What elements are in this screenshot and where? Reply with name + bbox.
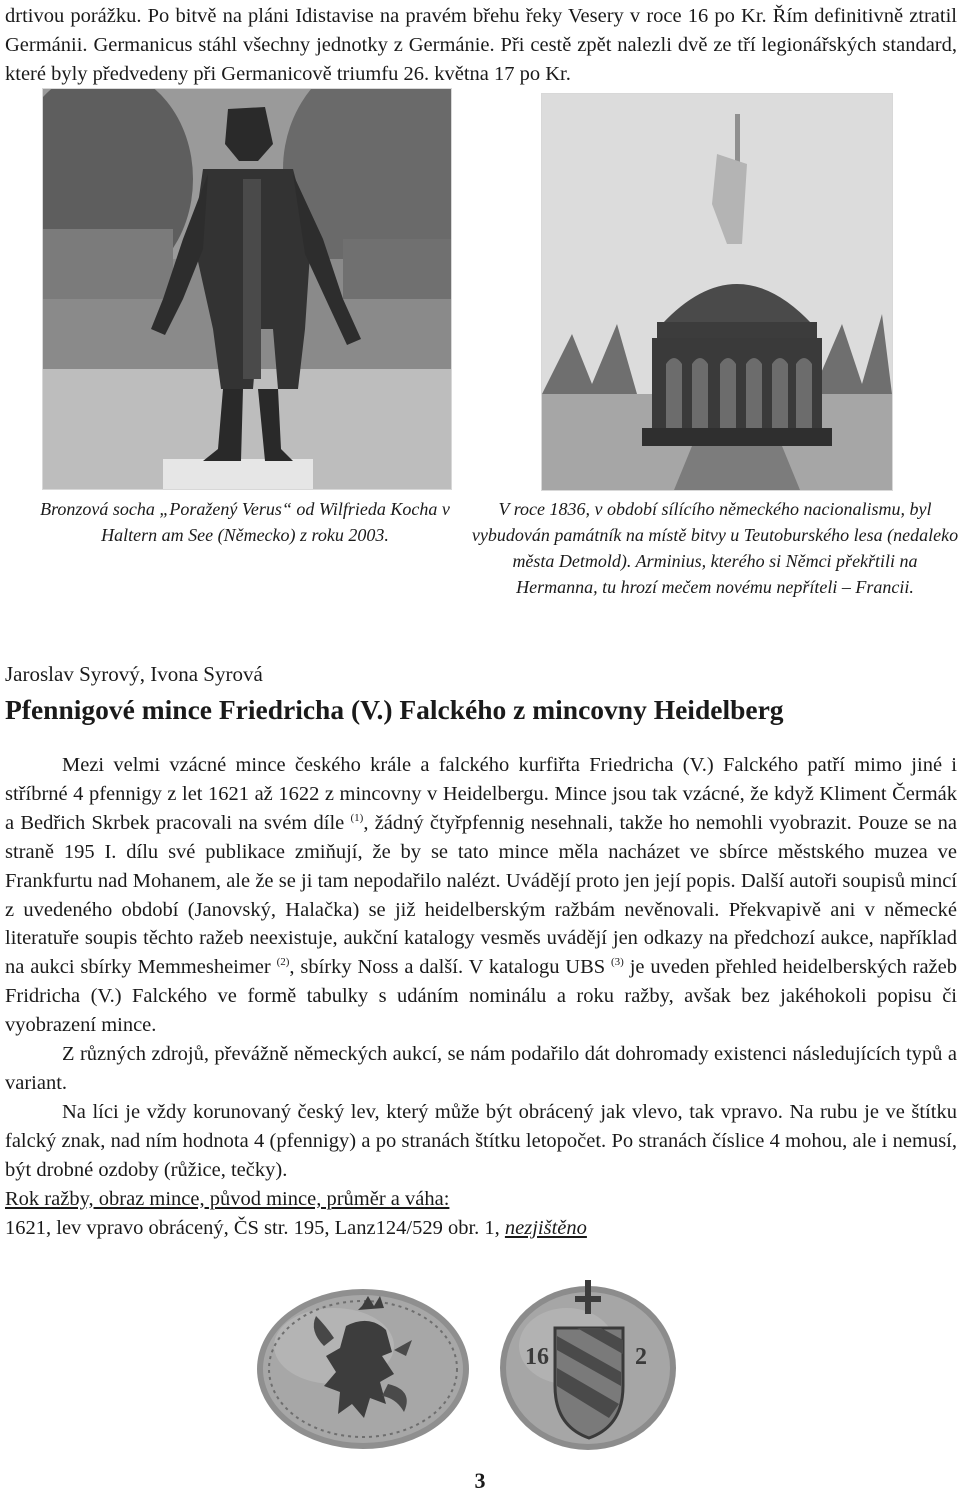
- statue-caption: Bronzová socha „Poražený Verus“ od Wilfrieda Kocha v Haltern am See (Německo) z roku 2003.: [40, 499, 450, 545]
- footnote-ref-2: (2): [276, 956, 290, 969]
- body-paragraph-3: Na líci je vždy korunovaný český lev, který může být obrácený jak vlevo, tak vpravo. Na rubu je ve štítku falcký znak, nad ním hodnota 4 (pfennigy) a po stranách štítku letopočet. Po stranách číslice 4 mohou, ale i nemusí, být drobné ozdoby (růžice, tečky).: [5, 1100, 957, 1181]
- monument-illustration: [542, 94, 892, 490]
- monument-caption: V roce 1836, v období sílícího německého nacionalismu, byl vybudován památník na místě bitvy u Teutoburského lesa (nedaleko města Detmold). Arminius, kterého si Němci překřtili na Hermanna, tu hrozí mečem novému nepříteli – Francii.: [471, 499, 959, 597]
- article-body: [5, 751, 957, 1242]
- coin-date-right: 2: [635, 1344, 647, 1370]
- coin-obverse-image: [254, 1286, 472, 1452]
- page-number: 3: [474, 1468, 486, 1493]
- statue-illustration: [43, 89, 451, 489]
- footnote-ref-1: (1): [350, 811, 364, 824]
- coin-entry: 1621, lev vpravo obrácený, ČS str. 195, Lanz124/529 obr. 1, nezjištěno: [5, 1216, 587, 1239]
- intro-paragraph: drtivou porážku. Po bitvě na pláni Idistavise na pravém břehu řeky Vesery v roce 16 po Kr. Řím definitivně ztratil Germánii. Germanicus stáhl všechny jednotky z Germánie. Při cestě zpět nalezli dvě ze tří legionářských standard, které byly předvedeny při Germanicově triumfu 26. května 17 po Kr.: [5, 5, 957, 85]
- coin-entry-note: nezjištěno: [504, 1216, 587, 1239]
- footnote-ref-3: (3): [611, 956, 624, 969]
- intro-text-block: [5, 2, 957, 89]
- body-paragraph-2: Z různých zdrojů, převážně německých aukcí, se nám podařilo dát dohromady existenci následujících typů a variant.: [5, 1043, 957, 1094]
- lion-coin-illustration: [254, 1286, 472, 1452]
- list-heading: Rok ražby, obraz mince, původ mince, průměr a váha:: [5, 1187, 450, 1210]
- article-authors: Jaroslav Syrový, Ivona Syrová: [5, 662, 263, 686]
- shield-coin-illustration: [497, 1276, 679, 1452]
- body-paragraph-1: Mezi velmi vzácné mince českého krále a falckého kurfiřta Friedricha (V.) Falckého patří mimo jiné i stříbrné 4 pfennigy z let 1621 až 1622 z mincovny v Heidelbergu. Mince jsou tak vzácné, že když Kliment Čermák a Bedřich Skrbek pracovali na svém díle $^{(1)}$, žádný čtyřpfennig nesehnali, takže ho nemohli vyobrazit. Pouze se na straně 195 I. dílu své publikace zmiňují, že by se tato mince měla nacházet ve sbírce městského muzea ve Frankfurtu nad Mohanem, ale že se ji tam nepodařilo nalézt. Uvádějí proto jen její popis. Další autoři soupisů mincí z uvedeného období (Janovský, Halačka) se již heidelberským ražbám nevěnovali. Překvapivě ani v německé literatuře soupis těchto ražeb neexistuje, aukční katalogy vesměs uvádějí jen odkazy na předchozí aukce, například na aukci sbírky Memmesheimer $^{(2)}$, sbírky Noss a další. V katalogu UBS $^{(3)}$ je uveden přehled heidelberských ražeb Fridricha (V.) Falckého ve formě tabulky s udáním nominálu a roku ražby, avšak bez jakéhokoli popisu či vyobrazení mince.: [5, 754, 957, 1037]
- article-title: Pfennigové mince Friedricha (V.) Falckého z mincovny Heidelberg: [5, 694, 784, 725]
- coin-reverse-image: [497, 1276, 679, 1452]
- statue-photo: [42, 88, 452, 490]
- monument-photo: [541, 93, 893, 491]
- coin-date-left: 16: [525, 1344, 549, 1370]
